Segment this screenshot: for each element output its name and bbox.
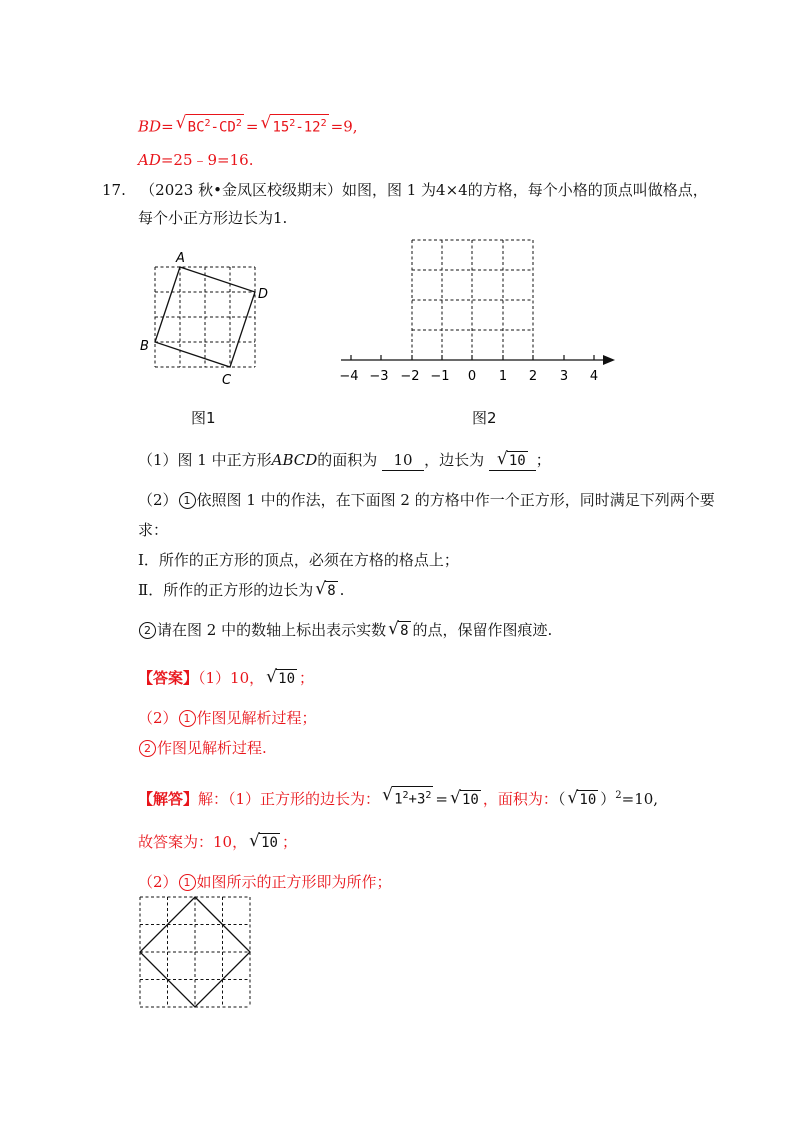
label-a: A bbox=[176, 251, 185, 266]
question-2-line-2: 求： bbox=[138, 521, 169, 539]
question-1: （1）图 1 中正方形ABCD的面积为 10 ，边长为 √ 10 ； bbox=[138, 449, 551, 469]
tick-label-0: 0 bbox=[467, 369, 477, 384]
tick-label-2: 2 bbox=[528, 369, 538, 384]
circled-two-icon: 2 bbox=[139, 740, 156, 757]
tick-label-n1: −1 bbox=[430, 369, 450, 384]
requirement-1: Ⅰ．所作的正方形的顶点，必须在方格的格点上； bbox=[138, 551, 459, 569]
circled-one-icon: 1 bbox=[179, 874, 196, 891]
answer-line-2: （2） 1 作图见解析过程； bbox=[138, 709, 317, 727]
circled-one-icon: 1 bbox=[179, 710, 196, 727]
answer-line-1: 【答案】（1）10， √ 10 ； bbox=[138, 667, 315, 687]
figure-1-grid bbox=[135, 250, 275, 390]
tick-label-n3: −3 bbox=[369, 369, 389, 384]
question-2-line-1: （2） 1 依照图 1 中的作法，在下面图 2 的方格中作一个正方形，同时满足下列两个要 bbox=[138, 491, 715, 509]
circled-one-icon: 1 bbox=[179, 492, 196, 509]
sqrt-15-12: √ $15^2-12^2$ bbox=[260, 113, 327, 136]
tick-label-n2: −2 bbox=[400, 369, 420, 384]
figure-1-caption: 图1 bbox=[191, 409, 216, 427]
bd-equation: BD= √ $BC^2-CD^2$ = √ $15^2-12^2 =9$, bbox=[138, 113, 358, 136]
solution-line-3: （2） 1 如图所示的正方形即为所作； bbox=[138, 873, 392, 891]
requirement-2: Ⅱ．所作的正方形的边长为 √ 8 . bbox=[138, 579, 345, 599]
tick-label-1: 1 bbox=[498, 369, 508, 384]
label-c: C bbox=[222, 373, 232, 388]
circled-two-icon: 2 bbox=[139, 622, 156, 639]
problem-line-1: 17. （2023 秋•金凤区校级期末）如图，图 1 为4×4的方格，每个小格的顶点叫做格点， bbox=[102, 181, 708, 199]
question-2-part-2: 2 请在图 2 中的数轴上标出表示实数 √ 8 的点，保留作图痕迹. bbox=[138, 620, 552, 640]
figure-2-caption: 图2 bbox=[472, 409, 497, 427]
tick-label-3: 3 bbox=[559, 369, 569, 384]
problem-line-2: 每个小正方形边长为1. bbox=[138, 209, 288, 227]
answer-line-3: 2 作图见解析过程. bbox=[138, 738, 267, 758]
sqrt-bc-cd: √ $BC^2-CD^2$ bbox=[175, 113, 242, 136]
tick-label-4: 4 bbox=[589, 369, 599, 384]
solution-line-1: 【解答】解：（1）正方形的边长为： √ $1^2+3^2$ = √ 10 ，面积为：（ √ 10 ）$^2$=10, bbox=[138, 785, 659, 808]
tick-label-n4: −4 bbox=[339, 369, 359, 384]
answer-blank-side: √ 10 bbox=[489, 450, 536, 471]
ad-equation: AD=25﹣9=16. bbox=[138, 151, 254, 169]
solution-line-2: 故答案为：10， √ 10 ； bbox=[138, 831, 297, 851]
solution-figure bbox=[135, 892, 260, 1017]
number-line-arrow bbox=[603, 355, 615, 365]
answer-blank-area: 10 bbox=[382, 450, 424, 471]
figure-2-grid-numberline bbox=[335, 235, 625, 385]
label-d: D bbox=[258, 287, 269, 302]
label-b: B bbox=[140, 339, 149, 354]
